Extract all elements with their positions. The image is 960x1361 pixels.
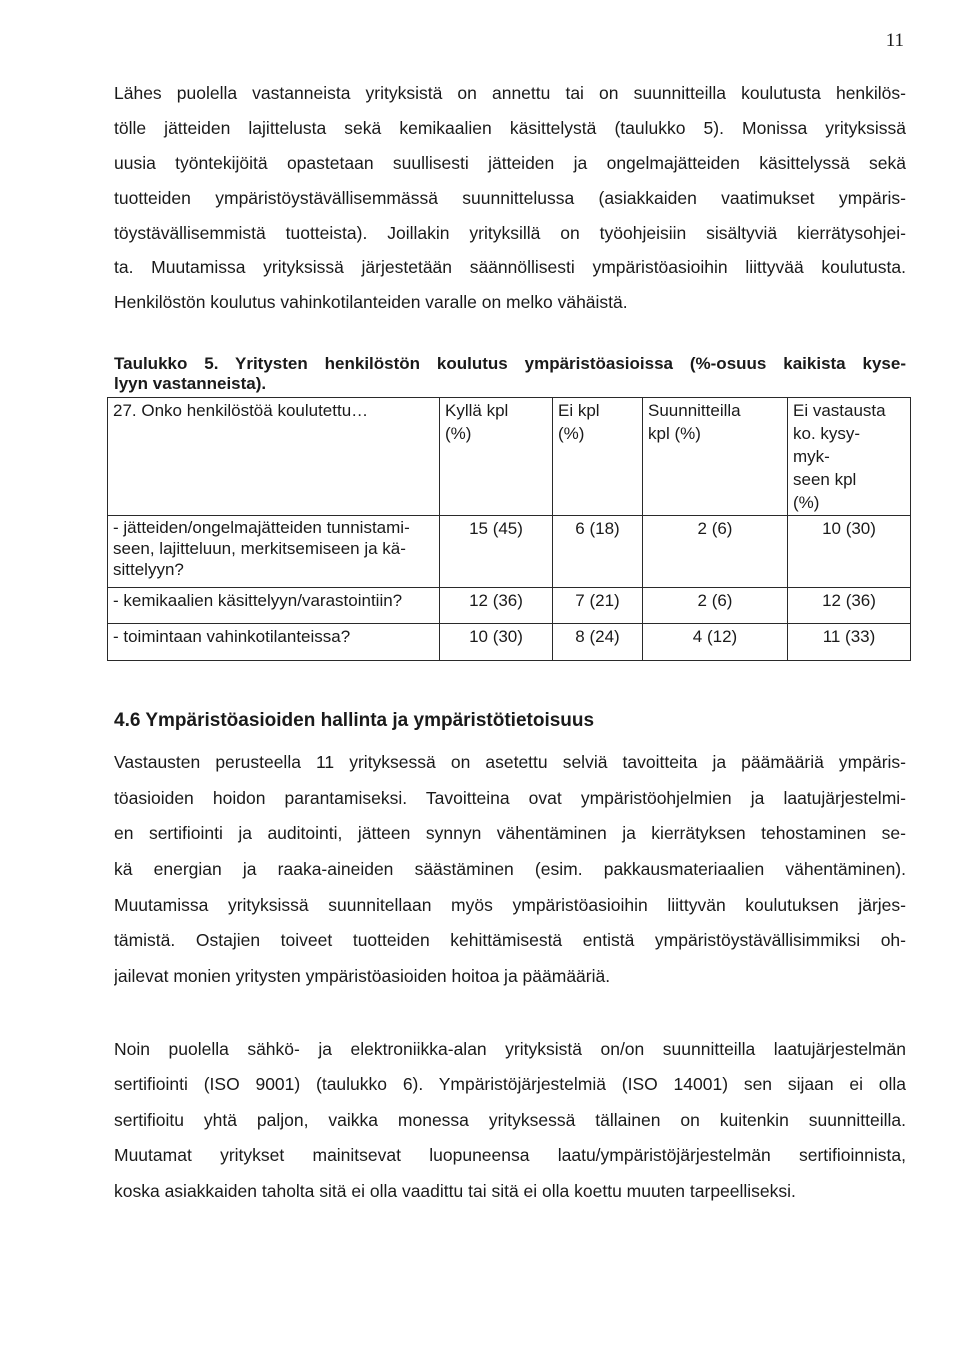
text-line: uusia työntekijöitä opastetaan suullisesti jätteiden ja ongelmajätteiden käsittelyssä sekä <box>114 152 906 173</box>
header-text: Ei vastausta <box>793 401 886 420</box>
text-line: jailevat monien yritysten ympäristöasioiden hoitoa ja päämääriä. <box>114 966 611 987</box>
text-line: töasioiden hoidon parantamiseksi. Tavoitteina ovat ympäristöohjelmien ja laatujärjestelmi- <box>114 787 906 808</box>
header-text: myk- <box>793 447 830 466</box>
header-text: Kyllä kpl <box>445 401 509 420</box>
text-line: Vastausten perusteella 11 yrityksessä on asetettu selviä tavoitteita ja päämääriä ympäris- <box>114 752 906 772</box>
text-line: sertifiointi (ISO 9001) (taulukko 6). Ympäristöjärjestelmiä (ISO 14001) sen sijaan ei olla <box>114 1074 906 1095</box>
cell-yes: 12 (36) <box>440 588 553 624</box>
header-text: Ei kpl <box>558 401 600 420</box>
cell-no-answer: 11 (33) <box>788 624 911 661</box>
row-label <box>108 588 440 624</box>
text-line: tämistä. Ostajien toiveet tuotteiden kehittämisestä entistä ympäristöystävällisimmiksi oh- <box>114 930 906 951</box>
paragraph-certification <box>114 1032 906 1209</box>
header-text: (%) <box>445 424 472 443</box>
header-text: seen kpl <box>793 470 857 489</box>
label-line: - jätteiden/ongelmajätteiden tunnistami- <box>113 518 410 537</box>
text-line: töystävällisemmistä tuotteista). Joillakin yrityksillä on työohjeisiin sisältyviä kierrätysohjei- <box>114 222 906 243</box>
paragraph-training <box>114 76 906 320</box>
cell-no-answer: 10 (30) <box>788 516 911 588</box>
table-caption <box>114 354 906 394</box>
text-line: sertifioitu yhtä paljon, vaikka monessa yrityksessä tällainen on kuitenkin suunnitteilla. <box>114 1109 906 1130</box>
text-line: kä energian ja raaka-aineiden säästäminen (esim. pakkausmateriaalien vähentäminen). <box>114 859 906 880</box>
header-text: (%) <box>793 493 820 512</box>
header-text: kpl (%) <box>648 424 701 443</box>
table-header-row <box>108 398 911 516</box>
cell-planned: 2 (6) <box>643 588 788 624</box>
header-text: 27. Onko henkilöstöä koulutettu… <box>113 401 369 420</box>
header-planned <box>643 398 788 516</box>
table-row <box>108 624 911 661</box>
cell-yes: 15 (45) <box>440 516 553 588</box>
header-no <box>553 398 643 516</box>
paragraph-management <box>114 745 906 995</box>
table-row <box>108 588 911 624</box>
training-table <box>107 397 911 661</box>
label-line: - kemikaalien käsittelyyn/varastointiin? <box>113 591 403 610</box>
row-label <box>108 624 440 661</box>
text-line: Henkilöstön koulutus vahinkotilanteiden varalle on melko vähäistä. <box>114 292 628 313</box>
label-line: sittelyyn? <box>113 560 184 579</box>
text-line: en sertifiointi ja auditointi, jätteen synnyn vähentäminen ja kierrätyksen tehostaminen se- <box>114 823 906 844</box>
page-number: 11 <box>885 30 904 51</box>
cell-no: 8 (24) <box>553 624 643 661</box>
section-heading: 4.6 Ympäristöasioiden hallinta ja ympäristötietoisuus <box>114 710 595 731</box>
text-line: Lähes puolella vastanneista yrityksistä on annettu tai on suunnitteilla koulutusta henkilös- <box>114 83 906 103</box>
text-line: tuotteiden ympäristöystävällisemmässä suunnittelussa (asiakkaiden vaatimukset ympäris- <box>114 187 906 208</box>
cell-planned: 2 (6) <box>643 516 788 588</box>
cell-no: 6 (18) <box>553 516 643 588</box>
cell-no: 7 (21) <box>553 588 643 624</box>
label-line: seen, lajitteluun, merkitsemiseen ja kä- <box>113 539 406 558</box>
table-row <box>108 516 911 588</box>
text-line: koska asiakkaiden taholta sitä ei olla vaadittu tai sitä ei olla koettu muuten tarpeelliseksi. <box>114 1180 796 1201</box>
header-yes <box>440 398 553 516</box>
caption-line: lyyn vastanneista). <box>114 374 267 393</box>
caption-line: Taulukko 5. Yritysten henkilöstön koulutus ympäristöasioissa (%-osuus kaikista kyse- <box>114 354 906 373</box>
header-text: (%) <box>558 424 585 443</box>
cell-yes: 10 (30) <box>440 624 553 661</box>
header-text: Suunnitteilla <box>648 401 741 420</box>
cell-no-answer: 12 (36) <box>788 588 911 624</box>
label-line: - toimintaan vahinkotilanteissa? <box>113 627 351 646</box>
text-line: tölle jätteiden lajittelusta sekä kemikaalien käsittelystä (taulukko 5). Monissa yrityksissä <box>114 117 906 138</box>
header-text: ko. kysy- <box>793 424 861 443</box>
row-label <box>108 516 440 588</box>
text-line: Muutamissa yrityksissä suunnitellaan myös ympäristöasioihin liittyvän koulutuksen järjes- <box>114 894 906 915</box>
text-line: Noin puolella sähkö- ja elektroniikka-alan yrityksistä on/on suunnitteilla laatujärjestelmän <box>114 1039 906 1059</box>
text-line: ta. Muutamissa yrityksissä järjestetään säännöllisesti ympäristöasioihin liittyvää koulutusta. <box>114 257 906 278</box>
text-line: Muutamat yritykset mainitsevat luopuneensa laatu/ympäristöjärjestelmän sertifioinnista, <box>114 1145 906 1166</box>
header-no-answer <box>788 398 911 516</box>
cell-planned: 4 (12) <box>643 624 788 661</box>
header-question <box>108 398 440 516</box>
